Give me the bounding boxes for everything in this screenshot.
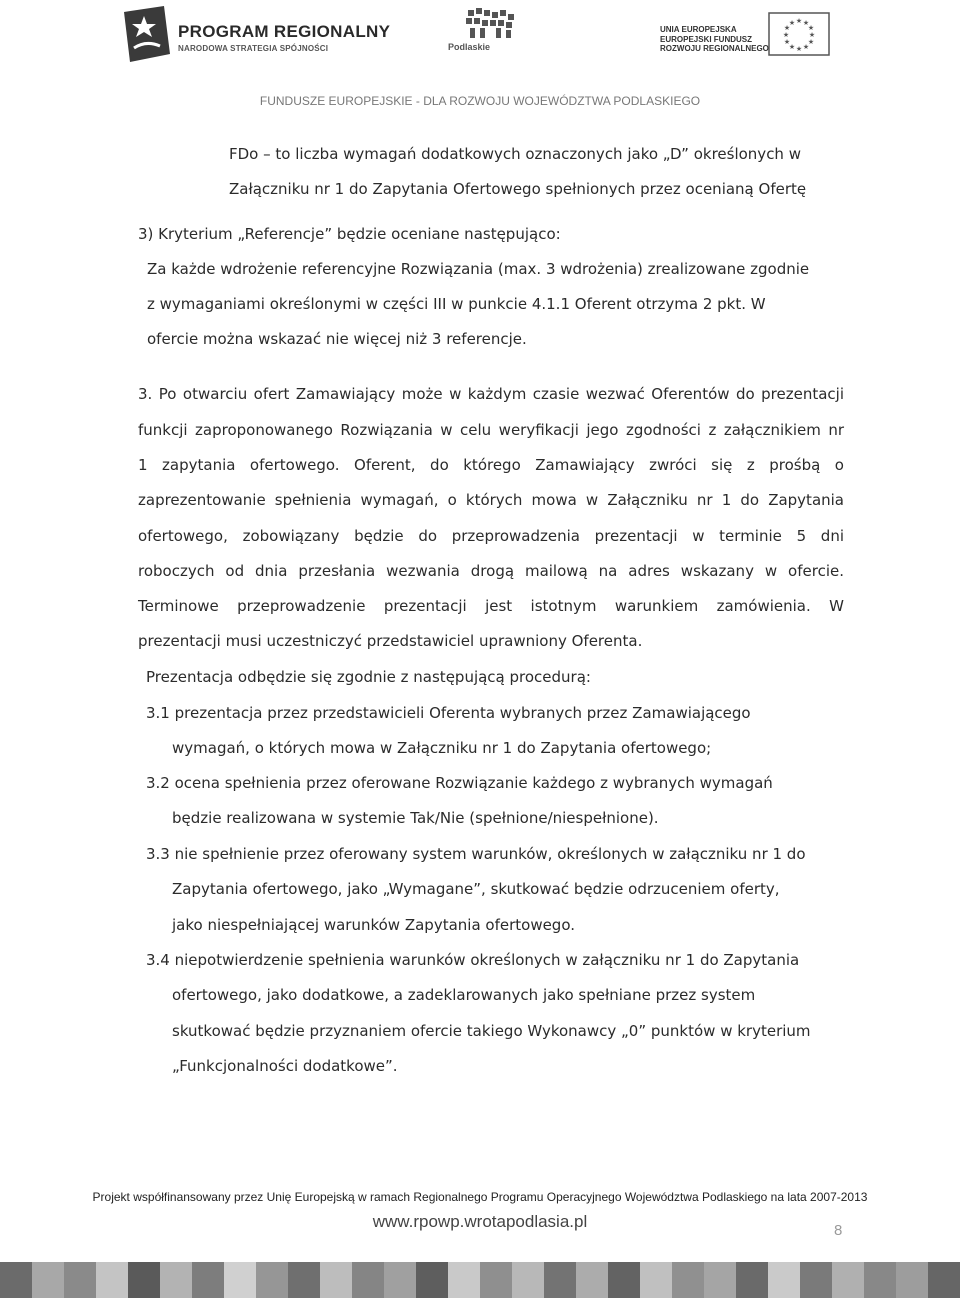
strip-segment: [320, 1262, 352, 1298]
step-3-1-line-1: 3.1 prezentacja przez przedstawicieli Oferenta wybranych przez Zamawiającego: [146, 704, 751, 722]
svg-text:★: ★: [807, 38, 815, 46]
step-3-4-line-2: ofertowego, jako dodatkowe, a zadeklarowanych jako spełniane przez system: [172, 986, 756, 1004]
criterion-3-line-2: z wymaganiami określonymi w części III w punkcie 4.1.1 Oferent otrzyma 2 pkt. W: [147, 295, 766, 313]
svg-text:★: ★: [783, 24, 791, 32]
bison-icon: [462, 6, 522, 42]
strip-segment: [160, 1262, 192, 1298]
region-label: Podlaskie: [448, 42, 491, 52]
strip-segment: [768, 1262, 800, 1298]
strip-segment: [128, 1262, 160, 1298]
eu-flag-icon: [768, 12, 830, 56]
strip-segment: [608, 1262, 640, 1298]
section-3-line-7: Terminowe przeprowadzenie prezentacji jest istotnym warunkiem zamówienia. W: [138, 597, 844, 615]
strip-segment: [480, 1262, 512, 1298]
section-3-line-1: 3. Po otwarciu ofert Zamawiający może w każdym czasie wezwać Oferentów do prezentacji: [138, 385, 844, 403]
section-3-line-5: ofertowego, zobowiązany będzie do przeprowadzenia prezentacji w terminie 5 dni: [138, 527, 844, 545]
fdo-definition-line-2: Załączniku nr 1 do Zapytania Ofertowego spełnionych przez ocenianą Ofertę: [229, 180, 807, 198]
strip-segment: [576, 1262, 608, 1298]
strip-segment: [416, 1262, 448, 1298]
step-3-3-line-1: 3.3 nie spełnienie przez oferowany system warunków, określonych w załączniku nr 1 do: [146, 845, 806, 863]
section-3-line-3: 1 zapytania ofertowego. Oferent, do którego Zamawiający zwróci się z prośbą o: [138, 456, 844, 474]
svg-text:★: ★: [807, 24, 815, 32]
strip-segment: [256, 1262, 288, 1298]
section-3-line-8: prezentacji musi uczestniczyć przedstawiciel uprawniony Oferenta.: [138, 632, 643, 650]
strip-segment: [0, 1262, 32, 1298]
strip-segment: [64, 1262, 96, 1298]
strip-segment: [352, 1262, 384, 1298]
fdo-definition-line-1: FDo – to liczba wymagań dodatkowych oznaczonych jako „D” określonych w: [229, 145, 801, 163]
strip-segment: [864, 1262, 896, 1298]
step-3-4-line-4: „Funkcjonalności dodatkowe”.: [172, 1057, 398, 1075]
section-3-line-6: roboczych od dnia przesłania wezwania drogą mailową na adres wskazany w ofercie.: [138, 562, 844, 580]
step-3-4-line-3: skutkować będzie przyznaniem ofercie takiego Wykonawcy „0” punktów w kryterium: [172, 1022, 811, 1040]
strip-segment: [512, 1262, 544, 1298]
strip-segment: [832, 1262, 864, 1298]
strip-segment: [704, 1262, 736, 1298]
cofinance-note: Projekt współfinansowany przez Unię Europejską w ramach Regionalnego Programu Operacyjnego Województwa Podlaskiego na lata 2007-2013: [92, 1190, 868, 1204]
criterion-3-line-3: ofercie można wskazać nie więcej niż 3 referencje.: [147, 330, 527, 348]
decorative-strip: [0, 1262, 960, 1298]
step-3-1-line-2: wymagań, o których mowa w Załączniku nr 1 do Zapytania ofertowego;: [172, 739, 712, 757]
svg-text:★: ★: [802, 43, 810, 51]
program-subtitle: NARODOWA STRATEGIA SPÓJNOŚCI: [178, 44, 329, 53]
page-number: 8: [834, 1222, 843, 1239]
strip-segment: [640, 1262, 672, 1298]
svg-text:★: ★: [783, 38, 791, 46]
step-3-2-line-1: 3.2 ocena spełnienia przez oferowane Rozwiązanie każdego z wybranych wymagań: [146, 774, 773, 792]
strip-segment: [736, 1262, 768, 1298]
svg-text:★: ★: [788, 43, 796, 51]
strip-segment: [448, 1262, 480, 1298]
eagle-star-icon: [120, 4, 176, 64]
header-tagline: FUNDUSZE EUROPEJSKIE - DLA ROZWOJU WOJEWÓDZTWA PODLASKIEGO: [259, 94, 701, 108]
step-3-3-line-3: jako niespełniającej warunków Zapytania ofertowego.: [172, 916, 576, 934]
svg-text:★: ★: [782, 31, 790, 39]
svg-text:★: ★: [795, 17, 803, 25]
strip-segment: [32, 1262, 64, 1298]
procedure-intro: Prezentacja odbędzie się zgodnie z następującą procedurą:: [146, 668, 591, 686]
section-3-line-4: zaprezentowanie spełnienia wymagań, o których mowa w Załączniku nr 1 do Zapytania: [138, 491, 844, 509]
strip-segment: [896, 1262, 928, 1298]
svg-text:★: ★: [802, 19, 810, 27]
ue-label-2: EUROPEJSKI FUNDUSZ: [660, 35, 753, 44]
strip-segment: [288, 1262, 320, 1298]
strip-segment: [800, 1262, 832, 1298]
program-title: PROGRAM REGIONALNY: [178, 22, 391, 41]
strip-segment: [672, 1262, 704, 1298]
podlaskie-bison-logo: [462, 6, 522, 47]
strip-segment: [224, 1262, 256, 1298]
svg-text:★: ★: [808, 31, 816, 39]
strip-segment: [96, 1262, 128, 1298]
svg-text:★: ★: [788, 19, 796, 27]
section-3-line-2: funkcji zaproponowanego Rozwiązania w celu weryfikacji jego zgodności z załącznikiem nr: [138, 421, 844, 439]
criterion-3-title: 3) Kryterium „Referencje” będzie oceniane następująco:: [138, 225, 561, 243]
criterion-3-line-1: Za każde wdrożenie referencyjne Rozwiązania (max. 3 wdrożenia) zrealizowane zgodnie: [147, 260, 810, 278]
strip-segment: [928, 1262, 960, 1298]
step-3-4-line-1: 3.4 niepotwierdzenie spełnienia warunków określonych w załączniku nr 1 do Zapytania: [146, 951, 800, 969]
eu-flag: [768, 12, 830, 61]
website-link[interactable]: www.rpowp.wrotapodlasia.pl: [372, 1212, 588, 1231]
strip-segment: [384, 1262, 416, 1298]
strip-segment: [192, 1262, 224, 1298]
ue-label-3: ROZWOJU REGIONALNEGO: [660, 44, 769, 53]
strip-segment: [544, 1262, 576, 1298]
step-3-2-line-2: będzie realizowana w systemie Tak/Nie (spełnione/niespełnione).: [172, 809, 659, 827]
step-3-3-line-2: Zapytania ofertowego, jako „Wymagane”, skutkować będzie odrzuceniem oferty,: [172, 880, 780, 898]
ue-label-1: UNIA EUROPEJSKA: [660, 25, 737, 34]
svg-text:★: ★: [795, 45, 803, 53]
